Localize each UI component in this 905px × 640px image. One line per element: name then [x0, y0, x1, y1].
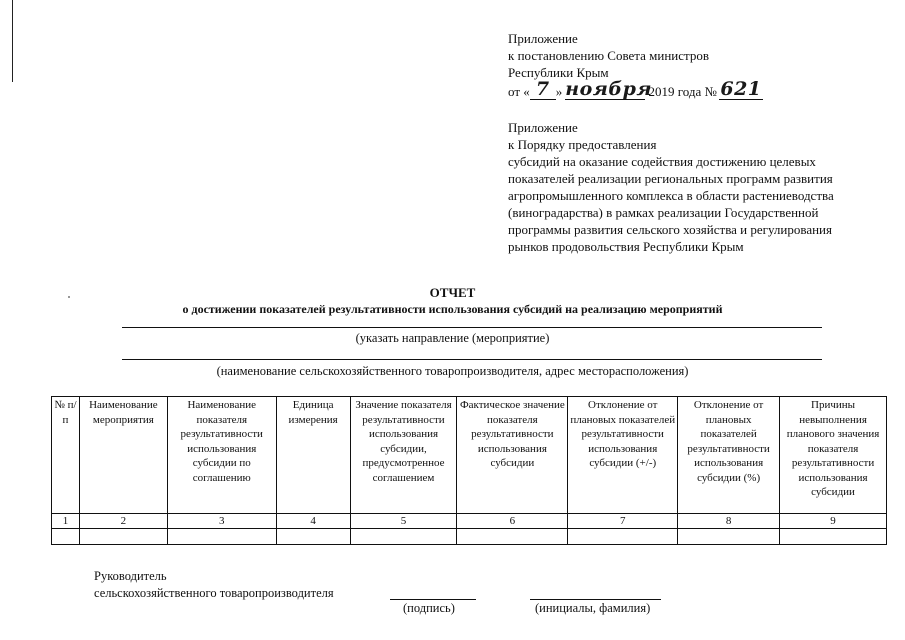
table-header-row: [52, 397, 887, 514]
column-number-cell: 2: [79, 514, 167, 529]
appendix-2-body-line-3: агропромышленного комплекса в области растениеводства: [508, 188, 834, 203]
header-cell-reasons: Причины невыполнения планового значения показателя результативности использования субсидии: [780, 397, 887, 514]
appendix-1-date-row: [508, 78, 853, 103]
name-caption: (инициалы, фамилия): [535, 601, 651, 615]
signatory-role-line-1: Руководитель: [94, 569, 167, 583]
signature-caption: (подпись): [403, 601, 455, 615]
appendix-2-line-2: к Порядку предоставления: [508, 137, 657, 152]
header-cell-deviation-abs: Отклонение от плановых показателей результативности использования субсидии (+/-): [568, 397, 678, 514]
table-row-empty: [52, 529, 887, 545]
handwritten-decree-number: 621: [720, 78, 762, 100]
date-prefix: от «: [508, 84, 530, 99]
table-cell: [780, 529, 887, 545]
header-cell-actual-value: Фактическое значение показателя результативности использования субсидии: [457, 397, 568, 514]
column-number-cell: 4: [276, 514, 350, 529]
column-number-cell: 8: [678, 514, 780, 529]
appendix-2-body-line-6: рынков продовольствия Республики Крым: [508, 239, 744, 254]
column-number-cell: 9: [780, 514, 887, 529]
signature-fill-line: [390, 599, 476, 600]
table-cell: [350, 529, 457, 545]
table-cell: [167, 529, 276, 545]
header-cell-indicator-name: Наименование показателя результативности использования субсидии по соглашению: [167, 397, 276, 514]
report-table: [51, 396, 887, 545]
table-cell: [568, 529, 678, 545]
column-number-cell: 1: [52, 514, 80, 529]
date-day-close: »: [555, 84, 563, 99]
appendix-2-block: [508, 119, 852, 255]
column-number-cell: 3: [167, 514, 276, 529]
appendix-1-line-3: Республики Крым: [508, 65, 609, 80]
appendix-2-body-line-2: показателей реализации региональных программ развития: [508, 171, 833, 186]
table-cell: [52, 529, 80, 545]
appendix-2-body-line-1: субсидий на оказание содействия достижению целевых: [508, 154, 816, 169]
producer-hint: (наименование сельскохозяйственного товаропроизводителя, адрес месторасположения): [216, 364, 689, 378]
column-number-cell: 6: [457, 514, 568, 529]
table-cell: [678, 529, 780, 545]
appendix-2-body-line-4: (виноградарства) в рамках реализации Государственной: [508, 205, 819, 220]
decree-number-field: [719, 78, 763, 100]
appendix-2-title: Приложение: [508, 120, 578, 135]
column-number-cell: 5: [350, 514, 457, 529]
column-number-row: [52, 514, 887, 529]
date-day-field: [530, 78, 556, 100]
report-title: ОТЧЕТ: [429, 285, 476, 300]
direction-hint: (указать направление (мероприятие): [355, 331, 550, 345]
appendix-2-body-line-5: программы развития сельского хозяйства и регулирования: [508, 222, 832, 237]
table-cell: [457, 529, 568, 545]
producer-fill-line: [122, 359, 822, 360]
header-cell-unit: Единица измерения: [276, 397, 350, 514]
column-number-cell: 7: [568, 514, 678, 529]
scan-edge-line: [12, 0, 13, 82]
report-subtitle: о достижении показателей результативности использования субсидий на реализацию мероприятий: [182, 302, 723, 316]
table-cell: [276, 529, 350, 545]
date-month-field: [565, 78, 653, 100]
name-fill-line: [530, 599, 661, 600]
direction-fill-line: [122, 327, 822, 328]
handwritten-month: ноября: [565, 78, 653, 100]
table-cell: [79, 529, 167, 545]
date-year-text: 2019 года №: [648, 84, 717, 99]
appendix-1-block: [508, 30, 853, 103]
header-cell-number: № п/п: [52, 397, 80, 514]
appendix-1-line-2: к постановлению Совета министров: [508, 48, 709, 63]
header-cell-planned-value: Значение показателя результативности использования субсидии, предусмотренное соглашением: [350, 397, 457, 514]
header-cell-deviation-pct: Отклонение от плановых показателей результативности использования субсидии (%): [678, 397, 780, 514]
handwritten-day: 7: [535, 78, 550, 100]
appendix-1-title: Приложение: [508, 31, 578, 46]
header-cell-activity: Наименование мероприятия: [79, 397, 167, 514]
signatory-role-line-2: сельскохозяйственного товаропроизводителя: [94, 586, 334, 600]
